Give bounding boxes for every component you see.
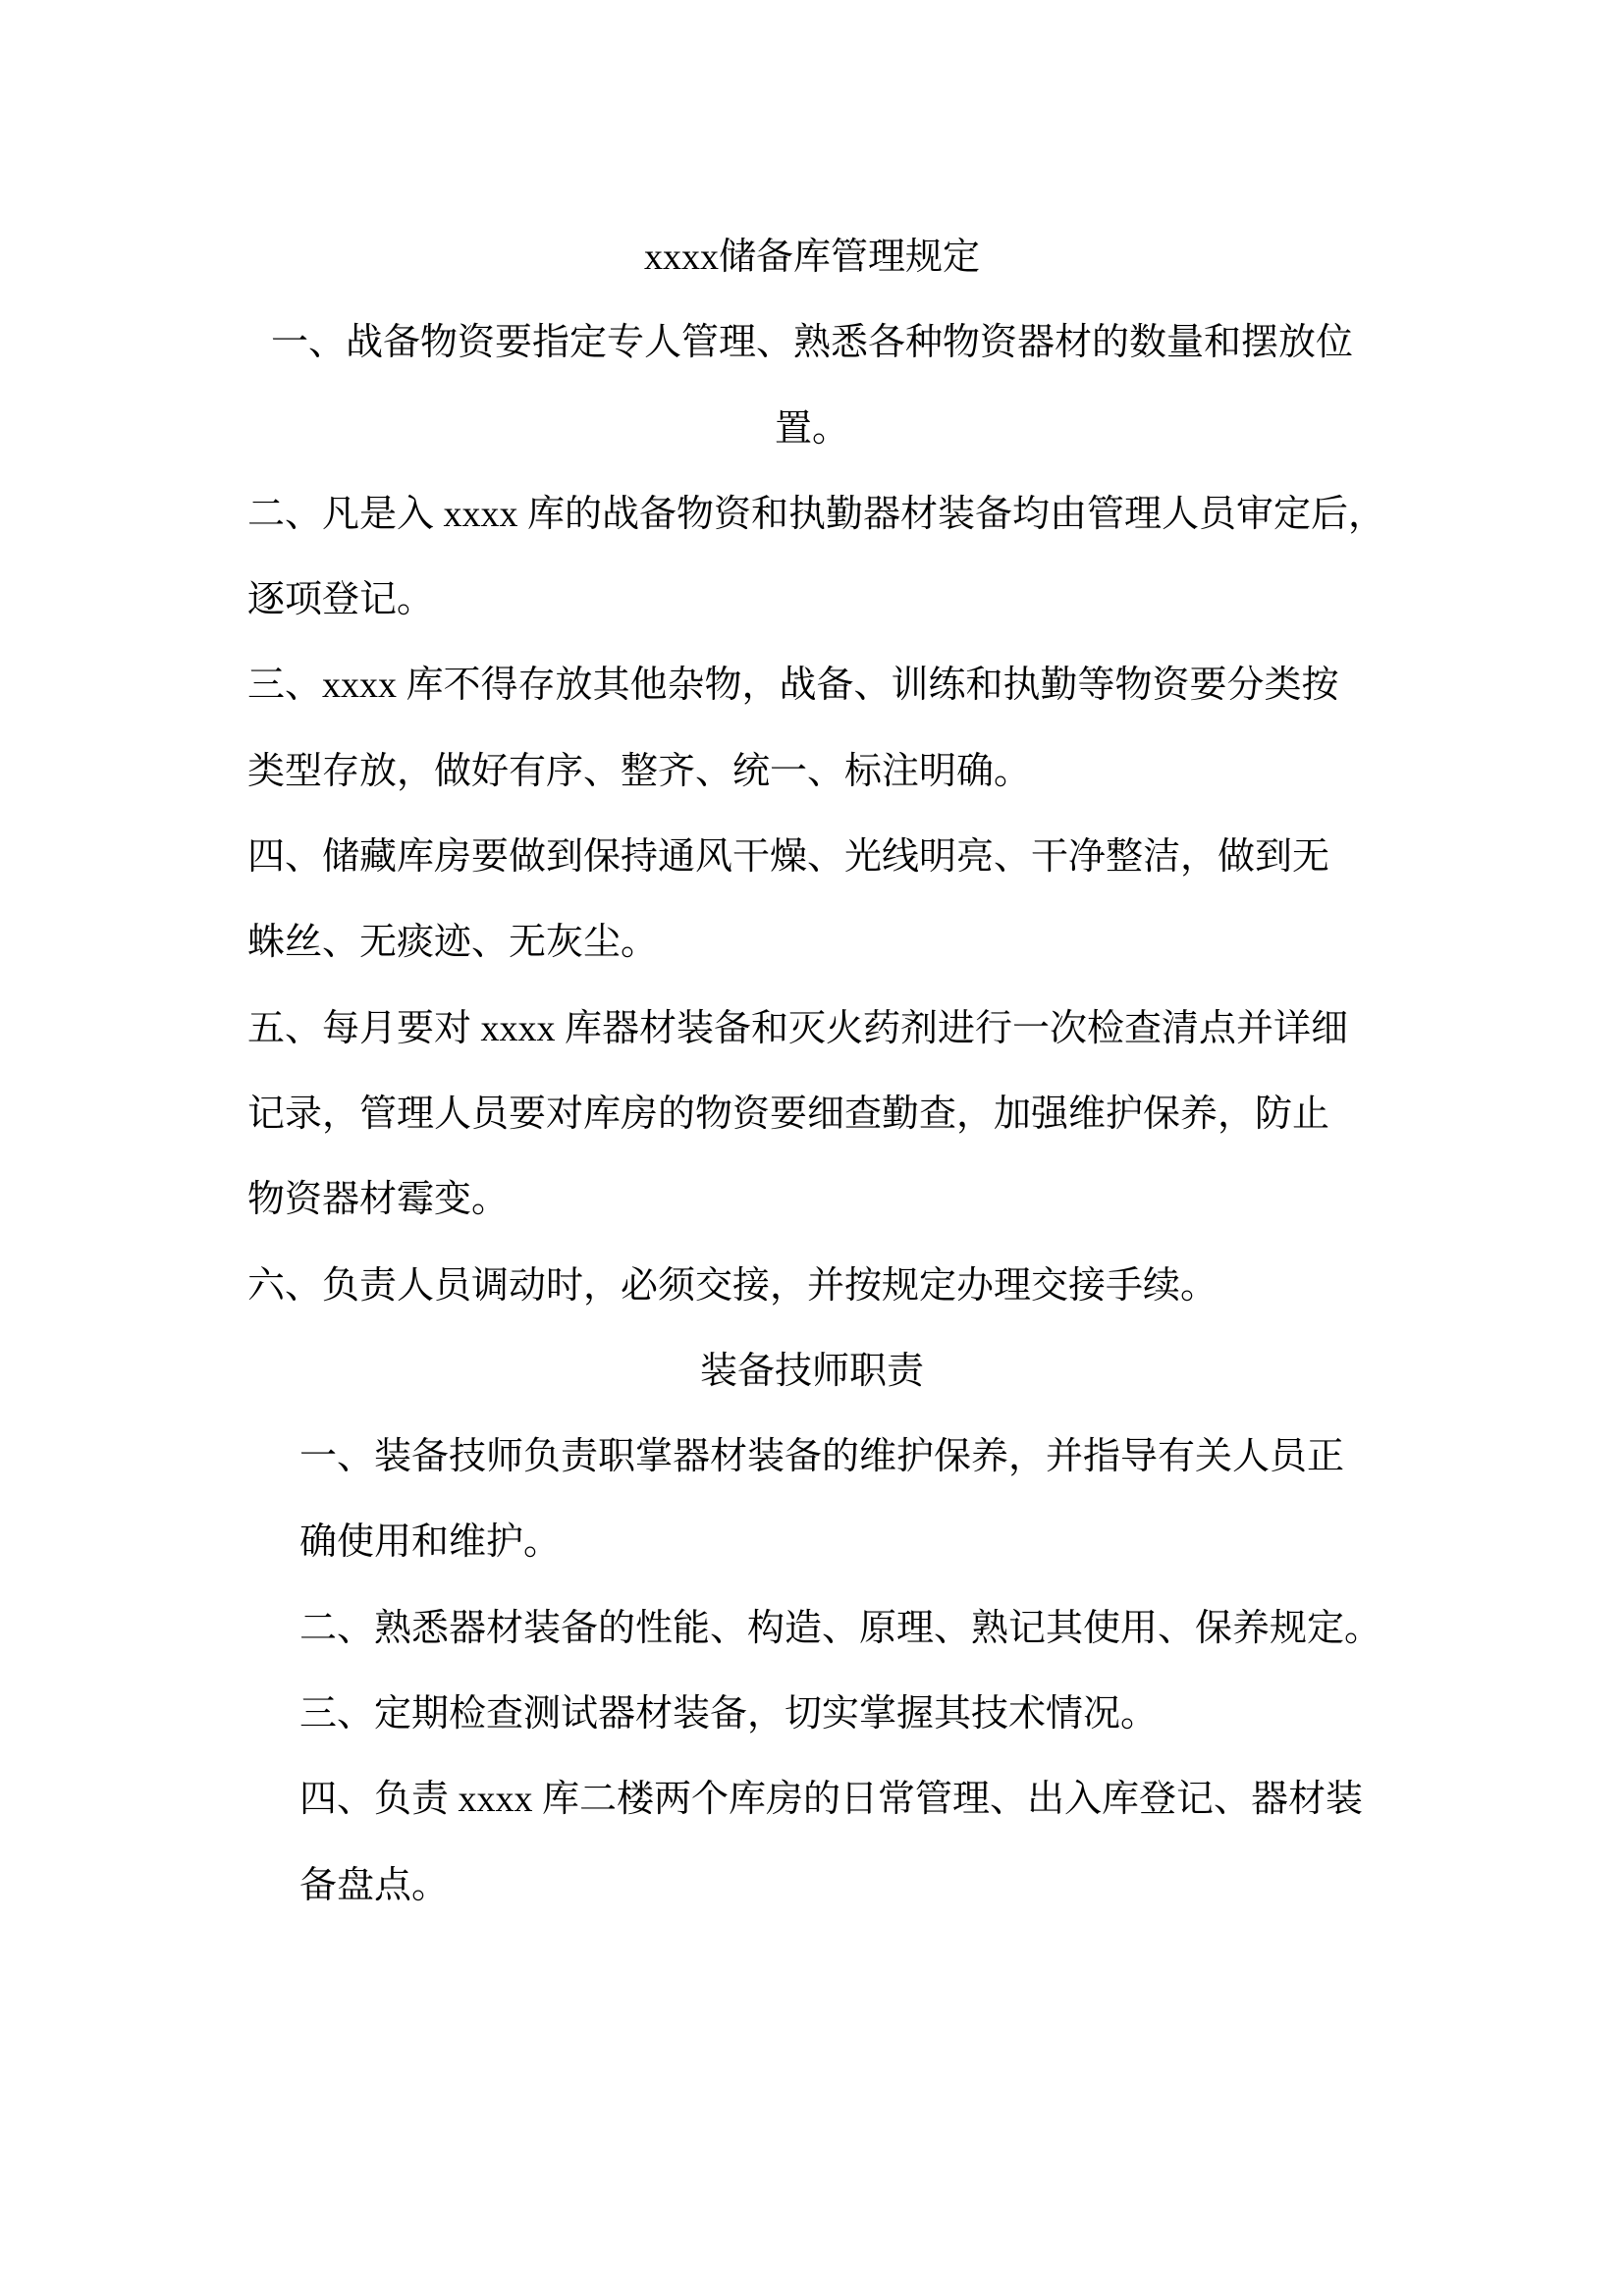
rule-5-line-1: 五、每月要对 xxxx 库器材装备和灭火药剂进行一次检查清点并详细: [247, 1007, 1349, 1049]
rule-4-line-1: 四、储藏库房要做到保持通风干燥、光线明亮、干净整洁，做到无: [247, 836, 1330, 879]
rule-5-line-3: 物资器材霉变。: [247, 1179, 510, 1221]
document-page: [0, 215, 1624, 1929]
rule-2-line-1: 二、凡是入 xxxx 库的战备物资和执勤器材装备均由管理人员审定后，: [247, 493, 1386, 535]
rule-3-line-2: 类型存放，做好有序、整齐、统一、标注明确。: [247, 750, 1032, 792]
duty-1-line-1: 一、装备技师负责职掌器材装备的维护保养，并指导有关人员正: [299, 1436, 1345, 1478]
rule-6-line-1: 六、负责人员调动时，必须交接，并按规定办理交接手续。: [247, 1264, 1218, 1307]
duty-2-line-1: 二、熟悉器材装备的性能、构造、原理、熟记其使用、保养规定。: [299, 1607, 1382, 1649]
duty-3-line-1: 三、定期检查测试器材装备，切实掌握其技术情况。: [299, 1693, 1159, 1735]
rule-1-line-2: 置。: [774, 407, 849, 450]
duty-4-line-1: 四、负责 xxxx 库二楼两个库房的日常管理、出入库登记、器材装: [299, 1779, 1364, 1821]
section-title-technician-duties: 装备技师职责: [699, 1350, 924, 1392]
duty-1-line-2: 确使用和维护。: [299, 1522, 562, 1564]
rule-5-line-2: 记录，管理人员要对库房的物资要细查勤查，加强维护保养，防止: [247, 1093, 1330, 1135]
rule-3-line-1: 三、xxxx 库不得存放其他杂物，战备、训练和执勤等物资要分类按: [247, 665, 1339, 707]
rule-4-line-2: 蛛丝、无痰迹、无灰尘。: [247, 922, 659, 964]
duty-4-line-2: 备盘点。: [299, 1864, 450, 1906]
rule-1-line-1: 一、战备物资要指定专人管理、熟悉各种物资器材的数量和摆放位: [270, 322, 1353, 364]
rule-2-line-2: 逐项登记。: [247, 579, 435, 621]
section-title-storage-rules: xxxx储备库管理规定: [643, 237, 980, 278]
